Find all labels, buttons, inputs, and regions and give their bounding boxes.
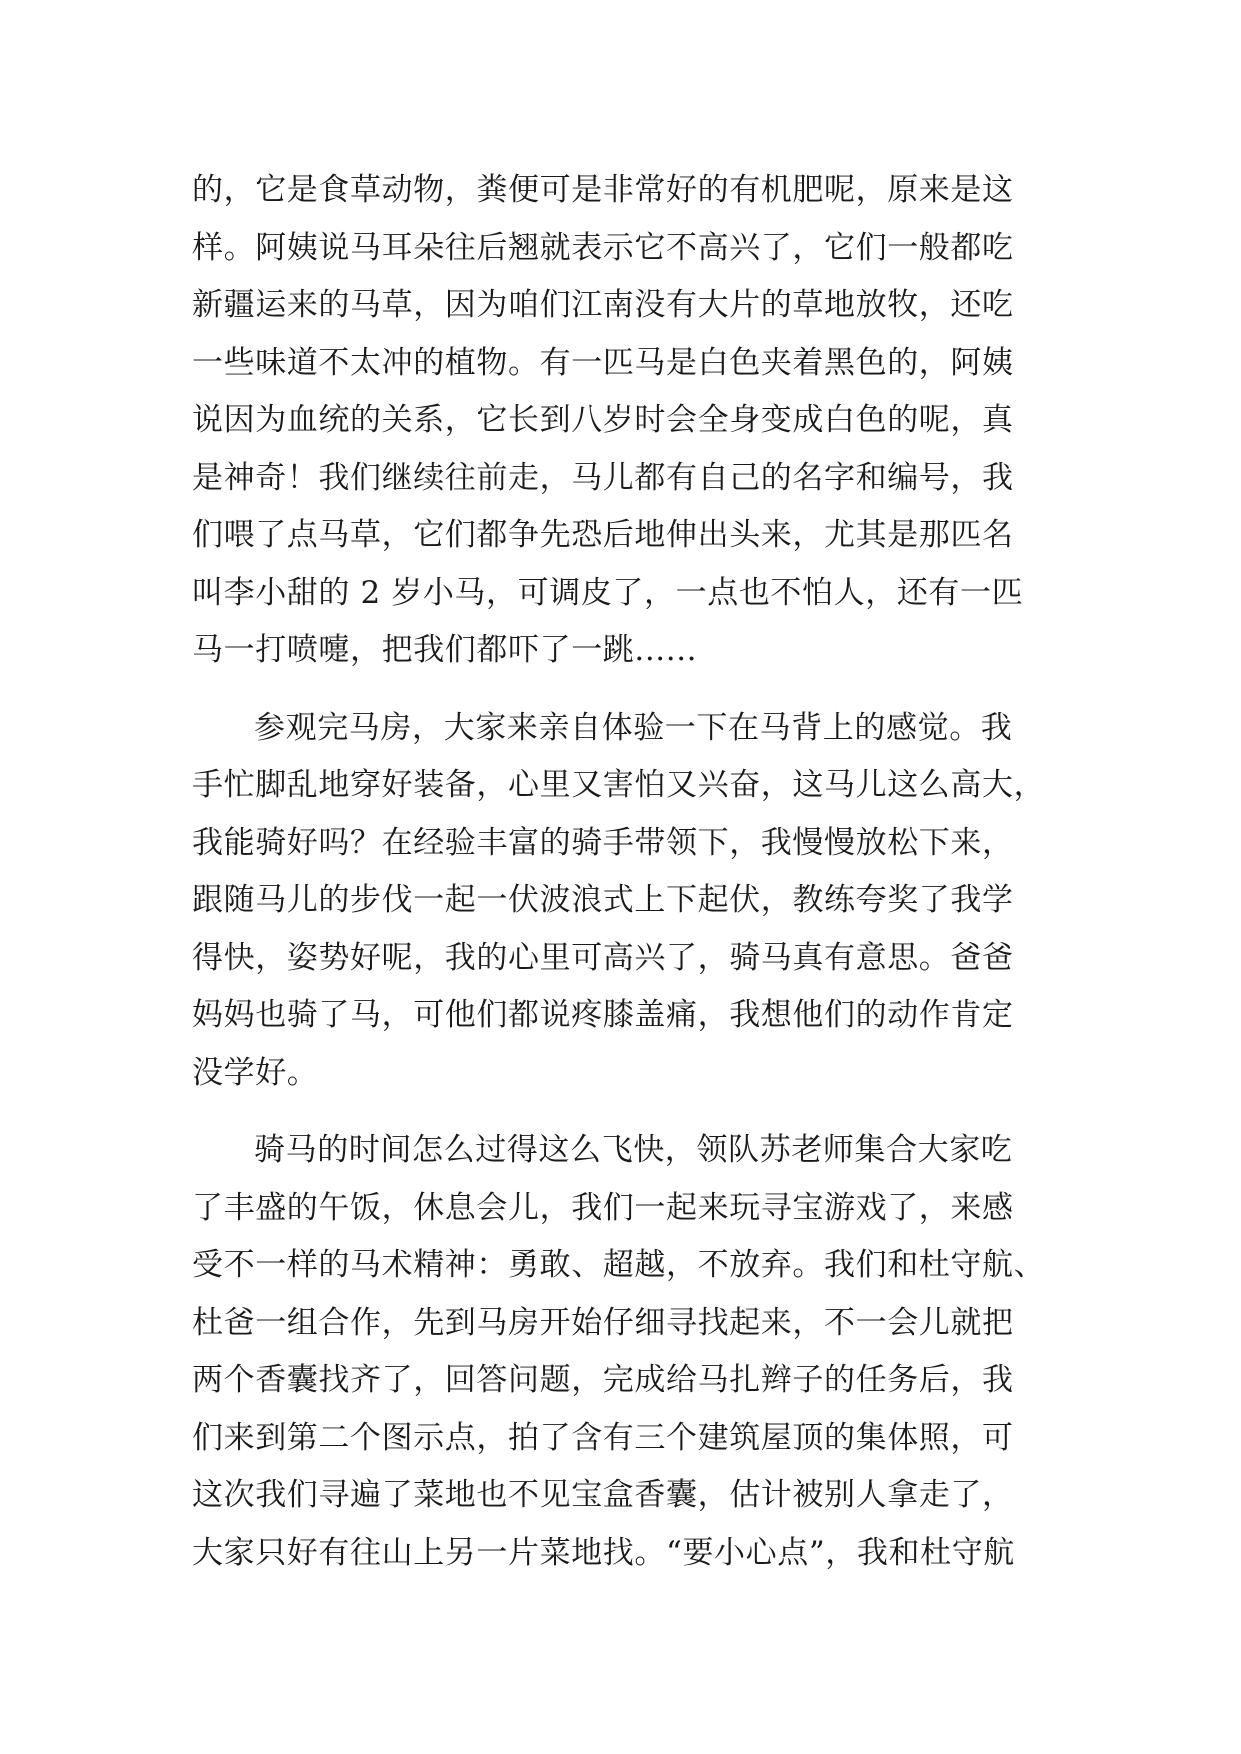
text-line: 样。阿姨说马耳朵往后翘就表示它不高兴了，它们一般都吃 — [192, 229, 1014, 266]
text-line: 是神奇！我们继续往前走，马儿都有自己的名字和编号，我 — [192, 459, 1014, 496]
text-line: 骑马的时间怎么过得这么飞快，领队苏老师集合大家吃 — [254, 1132, 1013, 1168]
text-line: 这次我们寻遍了菜地也不见宝盒香囊，估计被别人拿走了， — [192, 1477, 1014, 1513]
text-line: 大家只好有往山上另一片菜地找。“要小心点”，我和杜守航 — [192, 1534, 1015, 1571]
text-line: 受不一样的马术精神：勇敢、超越，不放弃。我们和杜守航、 — [192, 1247, 1046, 1283]
text-line: 两个香囊找齐了，回答问题，完成给马扎辫子的任务后，我 — [192, 1362, 1014, 1398]
paragraph-3 — [192, 1122, 1052, 1582]
text-line: 杜爸一组合作，先到马房开始仔细寻找起来，不一会儿就把 — [192, 1304, 1014, 1341]
text-line: 手忙脚乱地穿好装备，心里又害怕又兴奋，这马儿这么高大， — [192, 767, 1046, 803]
text-line: 我能骑好吗？在经验丰富的骑手带领下，我慢慢放松下来， — [192, 824, 1014, 861]
text-line: 叫李小甜的 2 岁小马，可调皮了，一点也不怕人，还有一匹 — [192, 574, 1024, 611]
text-line: 说因为血统的关系，它长到八岁时会全身变成白色的呢，真 — [192, 402, 1014, 438]
text-line: 们喂了点马草，它们都争先恐后地伸出头来，尤其是那匹名 — [192, 517, 1014, 553]
paragraph-1 — [192, 162, 1052, 680]
paragraph-spacer — [192, 1102, 1052, 1122]
body-text — [192, 162, 1052, 1582]
text-line: 一些味道不太冲的植物。有一匹马是白色夹着黑色的，阿姨 — [192, 344, 1014, 381]
text-line: 们来到第二个图示点，拍了含有三个建筑屋顶的集体照，可 — [192, 1419, 1014, 1456]
text-line: 参观完马房，大家来亲自体验一下在马背上的感觉。我 — [254, 709, 1013, 746]
text-line: 没学好。 — [192, 1054, 319, 1091]
text-line: 得快，姿势好呢，我的心里可高兴了，骑马真有意思。爸爸 — [192, 939, 1014, 976]
text-line: 跟随马儿的步伐一起一伏波浪式上下起伏，教练夸奖了我学 — [192, 882, 1014, 918]
text-line: 了丰盛的午饭，休息会儿，我们一起来玩寻宝游戏了，来感 — [192, 1189, 1014, 1226]
paragraph-spacer — [192, 680, 1052, 700]
paragraph-2 — [192, 700, 1052, 1103]
text-line: 马一打喷嚏，把我们都吓了一跳...... — [192, 632, 698, 668]
text-line: 妈妈也骑了马，可他们都说疼膝盖痛，我想他们的动作肯定 — [192, 997, 1014, 1033]
text-line: 新疆运来的马草，因为咱们江南没有大片的草地放牧，还吃 — [192, 287, 1014, 323]
text-line: 的，它是食草动物，粪便可是非常好的有机肥呢，原来是这 — [192, 172, 1014, 208]
